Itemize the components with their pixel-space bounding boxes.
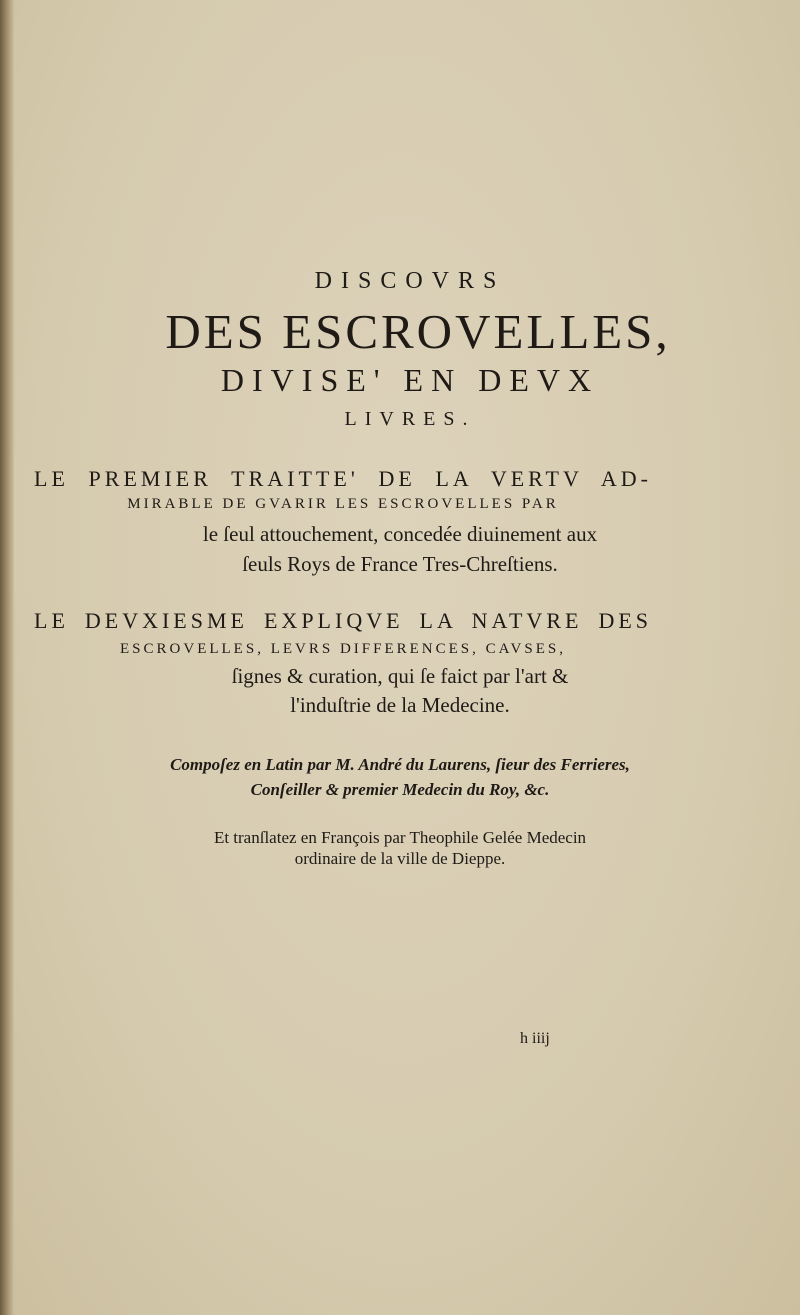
signature-mark: h iiij: [520, 1030, 550, 1047]
deuxiesme-text-line-1: ſignes & curation, qui ſe faict par l'art &: [231, 664, 569, 688]
author-line-2: Conſeiller & premier Medecin du Roy, &c.: [250, 780, 550, 799]
premier-caps-line-1: LE PREMIER TRAITTE' DE LA VERTV AD-: [34, 466, 652, 491]
premier-text-line-1: le ſeul attouchement, concedée diuinement aux: [202, 522, 598, 546]
title-line-4: LIVRES.: [344, 408, 476, 430]
book-binding-edge: [0, 0, 14, 1315]
title-line-1: DISCOVRS: [314, 268, 506, 294]
deuxiesme-caps-line-1: LE DEVXIESME EXPLIQVE LA NATVRE DES: [34, 608, 652, 633]
premier-text-line-2: ſeuls Roys de France Tres-Chreſtiens.: [242, 552, 558, 576]
title-line-2: DES ESCROVELLES,: [165, 304, 671, 359]
deuxiesme-caps-line-2: ESCROVELLES, LEVRS DIFFERENCES, CAVSES,: [120, 641, 566, 657]
author-line-1: Compoſez en Latin par M. André du Laurens, ſieur des Ferrieres,: [170, 755, 630, 774]
translator-line-1: Et tranſlatez en François par Theophile Gelée Medecin: [213, 828, 587, 847]
premier-caps-line-2: MIRABLE DE GVARIR LES ESCROVELLES PAR: [127, 496, 559, 512]
translator-line-2: ordinaire de la ville de Dieppe.: [294, 849, 506, 868]
title-line-3: DIVISE' EN DEVX: [220, 362, 600, 398]
deuxiesme-text-line-2: l'induſtrie de la Medecine.: [290, 693, 510, 717]
